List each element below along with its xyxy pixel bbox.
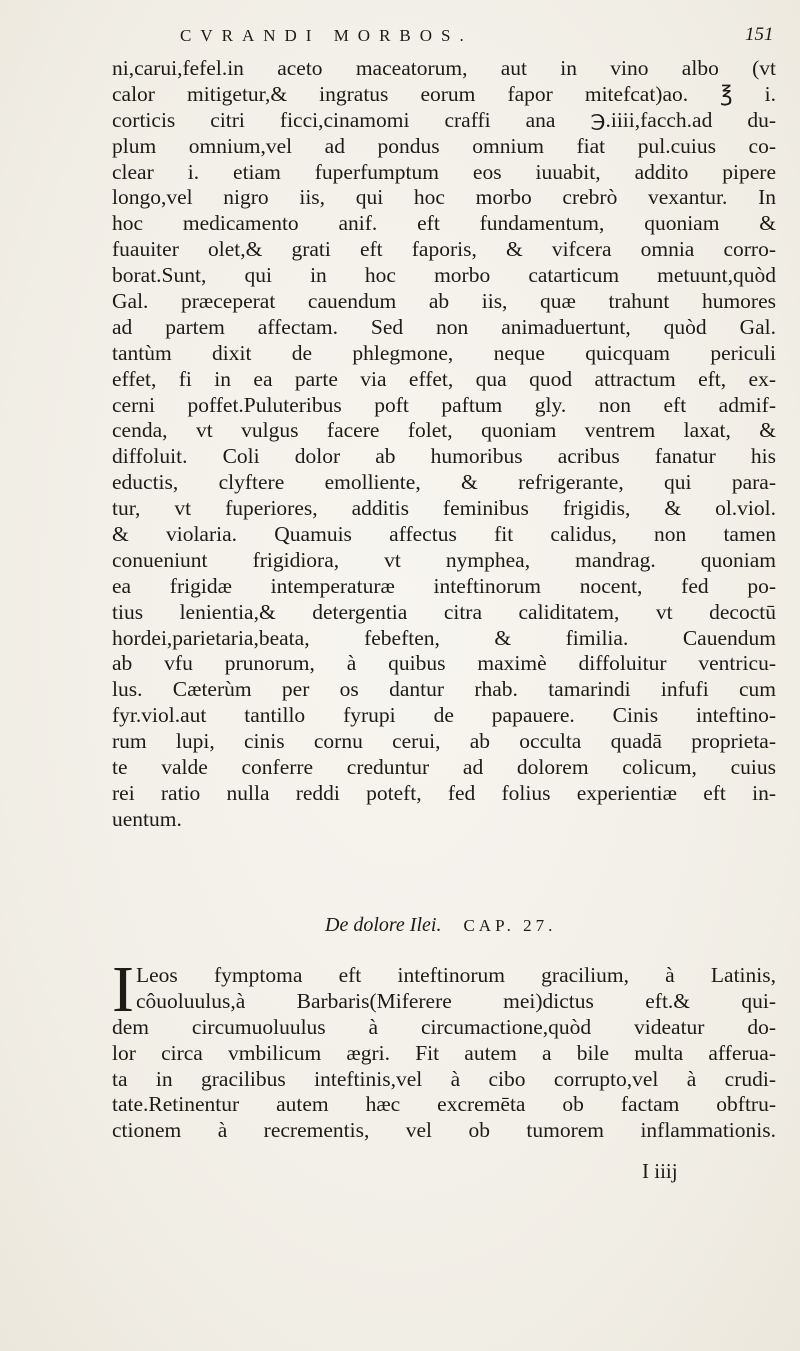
text-line: fyr.viol.aut tantillo fyrupi de papauere. Cinis inteftino- [112,703,776,728]
text-line: & violaria. Quamuis affectus fit calidus, non tamen [112,522,776,547]
text-line: lor circa vmbilicum ægri. Fit autem a bile multa afferua- [112,1040,776,1065]
text-line: lus. Cæterùm per os dantur rhab. tamarindi infufi cum [112,677,776,702]
text-line: ctionem à recrementis, vel ob tumorem inflammationis. [112,1118,776,1143]
body-text-section-2 [112,953,776,1144]
text-line: ta in gracilibus inteftinis,vel à cibo corrupto,vel à crudi- [112,1066,776,1091]
text-line: effet, fi in ea parte via effet, qua quod attractum eft, ex- [112,366,776,391]
text-line: conueniunt frigidiora, vt nymphea, mandrag. quoniam [112,547,776,572]
text-line: cerni poffet.Puluteribus poft paftum gly. non eft admif- [112,392,776,417]
text-line: rum lupi, cinis cornu cerui, ab occulta quadā proprieta- [112,729,776,754]
text-line: eductis, clyftere emolliente, & refrigerante, qui para- [112,470,776,495]
text-line: Gal. præceperat cauendum ab iis, quæ trahunt humores [112,289,776,314]
text-line: dem circumuoluulus à circumactione,quòd videatur do- [112,1014,776,1039]
text-line: tantùm dixit de phlegmone, neque quicquam periculi [112,340,776,365]
text-line: tate.Retinentur autem hæc excremēta ob factam obftru- [112,1092,776,1117]
text-line: te valde conferre creduntur ad dolorem colicum, cuius [112,755,776,780]
text-line: rei ratio nulla reddi poteft, fed folius experientiæ eft in- [112,780,776,805]
drop-cap-initial: I [112,953,134,1026]
text-line: uentum. [112,806,182,831]
running-head: CVRANDI MORBOS. [180,26,473,45]
text-line: Leos fymptoma eft inteftinorum gracilium, à Latinis, [136,963,776,987]
text-line: hordei,parietaria,beata, febeften, & fimilia. Cauendum [112,625,776,650]
text-line: tius lenientia,& detergentia citra caliditatem, vt decoctū [112,599,776,624]
text-line: ea frigidæ intemperaturæ inteftinorum nocent, fed po- [112,573,776,598]
page-number: 151 [745,24,774,45]
text-line: cenda, vt vulgus facere folet, quoniam ventrem laxat, & [112,418,776,443]
text-line: côuoluulus,à Barbaris(Miferere mei)dictus eft.& qui- [136,988,776,1013]
text-line: calor mitigetur,& ingratus eorum fapor mitefcat)ao. ℥ i. [112,81,776,106]
chapter-title: De dolore Ilei. [325,914,442,936]
text-line: ad partem affectam. Sed non animaduertunt, quòd Gal. [112,314,776,339]
text-line: hoc medicamento anif. eft fundamentum, quoniam & [112,211,776,236]
text-line: clear i. etiam fuperfumptum eos iuuabit, addito pipere [112,159,776,184]
text-line: corticis citri ficci,cinamomi craffi ana ℈.iiii,facch.ad du- [112,107,776,132]
chapter-heading [325,914,725,937]
text-line: borat.Sunt, qui in hoc morbo catarticum metuunt,quòd [112,263,776,288]
text-line: tur, vt fuperiores, additis feminibus frigidis, & ol.viol. [112,496,776,521]
catchword-signature: I iiij [642,1159,678,1183]
text-line: fuauiter olet,& grati eft faporis, & vifcera omnia corro- [112,237,776,262]
body-text-section-1 [112,56,776,833]
text-line: diffoluit. Coli dolor ab humoribus acribus fanatur his [112,444,776,469]
text-line: longo,vel nigro iis, qui hoc morbo crebrò vexantur. In [112,185,776,210]
text-line: ni,carui,fefel.in aceto maceatorum, aut in vino albo (vt [112,56,776,80]
text-line: plum omnium,vel ad pondus omnium fiat pul.cuius co- [112,133,776,158]
chapter-number: CAP. 27. [463,916,557,935]
text-line: ab vfu prunorum, à quibus maximè diffoluitur ventricu- [112,651,776,676]
